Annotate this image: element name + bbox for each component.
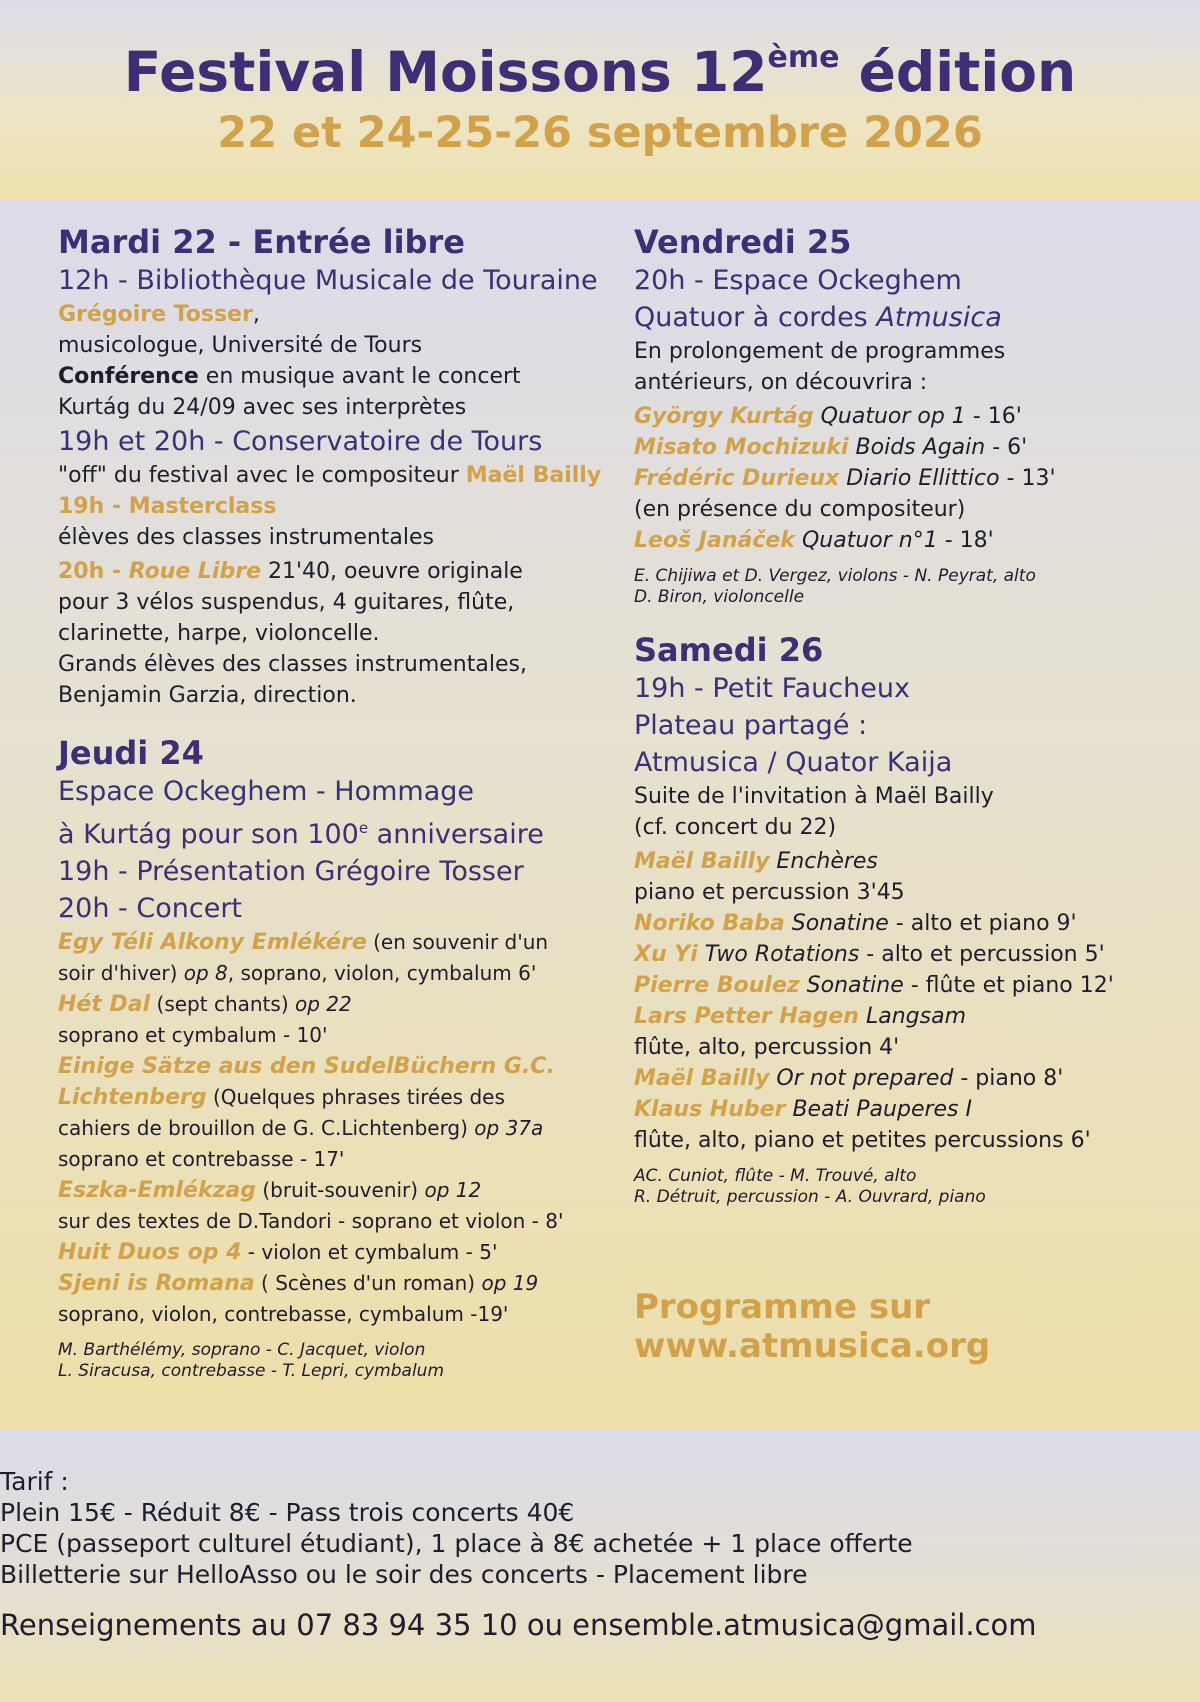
venue-line-2 [634, 299, 1174, 336]
day-vendredi [634, 222, 1174, 608]
venue-line-4: 20h - Concert [58, 893, 243, 924]
composer: Maël Bailly [634, 849, 770, 874]
conference-bold: Conférence [58, 364, 199, 389]
ensemble-name: Atmusica [876, 302, 1002, 333]
roue-rest: 21'40, oeuvre originale [261, 559, 523, 584]
venue2-sup: e [358, 819, 369, 837]
composer: Leoš Janáček [634, 528, 795, 553]
contact-line: Renseignements au 07 83 94 35 10 ou ensemble.atmusica@gmail.com [0, 1608, 1037, 1642]
work-title: Lichtenberg [58, 1085, 207, 1110]
work-desc: cahiers de brouillon de G. C.Lichtenberg) [58, 1116, 475, 1140]
composer: Pierre Boulez [634, 973, 800, 998]
duration: - 6' [985, 435, 1028, 460]
conference-line [58, 361, 598, 392]
venue2-pre: à Kurtág pour son 100 [58, 819, 359, 850]
venue-line-2: 19h et 20h - Conservatoire de Tours [58, 426, 543, 457]
venue2-pre: Quatuor à cordes [634, 302, 877, 333]
masterclass-line: 19h - Masterclass [58, 494, 277, 519]
program-item-6 [634, 1063, 1174, 1094]
roue-line-3: clarinette, harpe, violoncelle. [58, 621, 380, 646]
composer: Noriko Baba [634, 911, 785, 936]
work-3-line2 [58, 1082, 598, 1113]
program-item-2 [634, 432, 1174, 463]
title-main: Festival Moissons 12 [123, 40, 768, 104]
composer: Frédéric Durieux [634, 466, 840, 491]
program-item-4 [634, 525, 1174, 556]
performers-credit: M. Barthélémy, soprano - C. Jacquet, violon [58, 1340, 426, 1360]
tarif-label: Tarif : [0, 1467, 69, 1496]
work-5 [58, 1237, 598, 1268]
work-4-line2: sur des textes de D.Tandori - soprano et violon - 8' [58, 1209, 564, 1233]
work-opus: op 8 [183, 961, 228, 985]
work-desc: (bruit-souvenir) [255, 1178, 425, 1202]
roue-line-2: pour 3 vélos suspendus, 4 guitares, flûte, [58, 590, 515, 615]
work-3-line4: soprano et contrebasse - 17' [58, 1147, 345, 1171]
performers-credit-2: R. Détruit, percussion - A. Ouvrard, piano [634, 1187, 986, 1207]
program-item-5-detail: flûte, alto, percussion 4' [634, 1035, 900, 1060]
day-heading: Samedi 26 [634, 631, 824, 669]
work-desc: (Quelques phrases tirées des [206, 1085, 505, 1109]
program-item-4 [634, 970, 1174, 1001]
roue-line-5: Benjamin Garzia, direction. [58, 683, 357, 708]
venue-line: 20h - Espace Ockeghem [634, 265, 962, 296]
speaker-role: musicologue, Université de Tours [58, 333, 423, 358]
duration: - 18' [937, 528, 994, 553]
tarif-line-1: Plein 15€ - Réduit 8€ - Pass trois concerts 40€ [0, 1498, 575, 1527]
duration: - 16' [965, 404, 1022, 429]
venue-line: Espace Ockeghem - Hommage [58, 776, 475, 807]
work-detail: - piano 8' [953, 1066, 1064, 1091]
performers-credit-2: D. Biron, violoncelle [634, 587, 805, 607]
roue-title: Roue Libre [128, 559, 262, 584]
composer: Misato Mochizuki [634, 435, 849, 460]
work-title: Beati Pauperes I [785, 1097, 973, 1122]
venue-line-2 [58, 810, 598, 853]
venue-line-2: Plateau partagé : [634, 710, 868, 741]
work-title: Sjeni is Romana [58, 1271, 255, 1296]
festival-title [0, 40, 1200, 104]
work-title: Hét Dal [58, 992, 151, 1017]
venue-line: 12h - Bibliothèque Musicale de Touraine [58, 265, 598, 296]
intro-line-2: (cf. concert du 22) [634, 815, 837, 840]
venue-line-3: 19h - Présentation Grégoire Tosser [58, 856, 524, 887]
work-title: Huit Duos op 4 [58, 1240, 242, 1265]
roue-line-4: Grands élèves des classes instrumentales, [58, 652, 527, 677]
tarif-line-3: Billetterie sur HelloAsso ou le soir des concerts - Placement libre [0, 1560, 808, 1589]
title-superscript: ème [767, 40, 840, 75]
tarif-line-2: PCE (passeport culturel étudiant), 1 place à 8€ achetée + 1 place offerte [0, 1529, 913, 1558]
off-composer: Maël Bailly [465, 463, 602, 488]
intro-line: En prolongement de programmes [634, 339, 1006, 364]
pricing-block [0, 1466, 1200, 1590]
day-samedi [634, 630, 1174, 1208]
work-detail: - alto et piano 9' [888, 911, 1077, 936]
work-1 [58, 927, 598, 958]
work-6 [58, 1268, 598, 1299]
programme-url[interactable]: www.atmusica.org [634, 1326, 991, 1366]
program-item-2 [634, 908, 1174, 939]
program-note: (en présence du compositeur) [634, 497, 966, 522]
work-6-line2: soprano, violon, contrebasse, cymbalum -19' [58, 1302, 509, 1326]
composer: György Kurtág [634, 404, 814, 429]
work-opus: op 22 [294, 992, 352, 1016]
day-mardi [58, 222, 602, 711]
speaker-name: Grégoire Tosser [58, 302, 253, 327]
work-title: Two Rotations [697, 942, 860, 967]
program-item-1 [634, 846, 1174, 877]
work-opus: op 19 [481, 1271, 539, 1295]
work-detail: - alto et percussion 5' [859, 942, 1105, 967]
work-title: Langsam [858, 1004, 966, 1029]
composer: Lars Petter Hagen [634, 1004, 859, 1029]
program-item-1-detail: piano et percussion 3'45 [634, 880, 905, 905]
day-heading: Vendredi 25 [634, 223, 852, 261]
speaker-comma: , [252, 302, 260, 327]
program-item-3 [634, 939, 1174, 970]
program-item-7-detail: flûte, alto, piano et petites percussions 6' [634, 1128, 1091, 1153]
work-title: Or not prepared [769, 1066, 954, 1091]
programme-link-block [634, 1288, 990, 1366]
venue-line-3: Atmusica / Quator Kaija [634, 747, 953, 778]
work-opus: op 37a [474, 1116, 544, 1140]
duration: - 13' [999, 466, 1056, 491]
performers-credit: E. Chijiwa et D. Vergez, violons - N. Peyrat, alto [634, 566, 1036, 586]
composer: Maël Bailly [634, 1066, 770, 1091]
work-2-line2: soprano et cymbalum - 10' [58, 1023, 328, 1047]
work-4 [58, 1175, 598, 1206]
intro-line: Suite de l'invitation à Maël Bailly [634, 784, 994, 809]
header-banner [0, 0, 1200, 200]
work-title: Boids Again [848, 435, 986, 460]
masterclass-desc: élèves des classes instrumentales [58, 525, 435, 550]
work-title: Enchères [769, 849, 878, 874]
intro-line-2: antérieurs, on découvrira : [634, 370, 928, 395]
work-desc: , soprano, violon, cymbalum 6' [227, 961, 537, 985]
work-3-line3 [58, 1113, 598, 1144]
work-desc: ( Scènes d'un roman) [254, 1271, 482, 1295]
conference-rest: en musique avant le concert [198, 364, 521, 389]
conference-line2: Kurtág du 24/09 avec ses interprètes [58, 395, 467, 420]
work-title: Sonatine [784, 911, 889, 936]
off-line [58, 460, 602, 491]
work-opus: op 12 [424, 1178, 482, 1202]
program-item-3 [634, 463, 1174, 494]
work-desc: soir d'hiver) [58, 961, 184, 985]
left-column [58, 222, 602, 1382]
work-desc: (en souvenir d'un [366, 930, 549, 954]
day-jeudi [58, 733, 598, 1382]
work-1-line2 [58, 958, 598, 989]
work-title: Diario Ellittico [839, 466, 1000, 491]
off-text: "off" du festival avec le compositeur [58, 463, 466, 488]
festival-dates: 22 et 24-25-26 septembre 2026 [217, 108, 983, 158]
right-column [634, 222, 1174, 1208]
program-item-1 [634, 401, 1174, 432]
composer: Klaus Huber [634, 1097, 786, 1122]
work-3: Einige Sätze aus den SudelBüchern G.C. [58, 1054, 555, 1079]
work-title: Sonatine [799, 973, 904, 998]
title-end: édition [839, 40, 1077, 104]
day-heading: Jeudi 24 [58, 734, 204, 772]
work-title: Egy Téli Alkony Emlékére [58, 930, 367, 955]
composer: Xu Yi [634, 942, 698, 967]
program-item-7 [634, 1094, 1174, 1125]
work-desc: (sept chants) [150, 992, 295, 1016]
roue-time: 20h - [58, 559, 129, 584]
performers-credit: AC. Cuniot, flûte - M. Trouvé, alto [634, 1166, 917, 1186]
performers-credit-2: L. Siracusa, contrebasse - T. Lepri, cymbalum [58, 1361, 445, 1381]
work-detail: - flûte et piano 12' [903, 973, 1114, 998]
programme-label: Programme sur [634, 1287, 931, 1327]
work-title: Eszka-Emlékzag [58, 1178, 256, 1203]
venue-line: 19h - Petit Faucheux [634, 673, 910, 704]
day-heading: Mardi 22 - Entrée libre [58, 223, 465, 261]
roue-libre-line [58, 556, 598, 587]
venue2-post: anniversaire [368, 819, 544, 850]
program-item-5 [634, 1001, 1174, 1032]
work-desc: - violon et cymbalum - 5' [241, 1240, 498, 1264]
speaker-line [58, 299, 598, 330]
work-2 [58, 989, 598, 1020]
work-title: Quatuor n°1 [794, 528, 938, 553]
work-title: Quatuor op 1 [813, 404, 966, 429]
